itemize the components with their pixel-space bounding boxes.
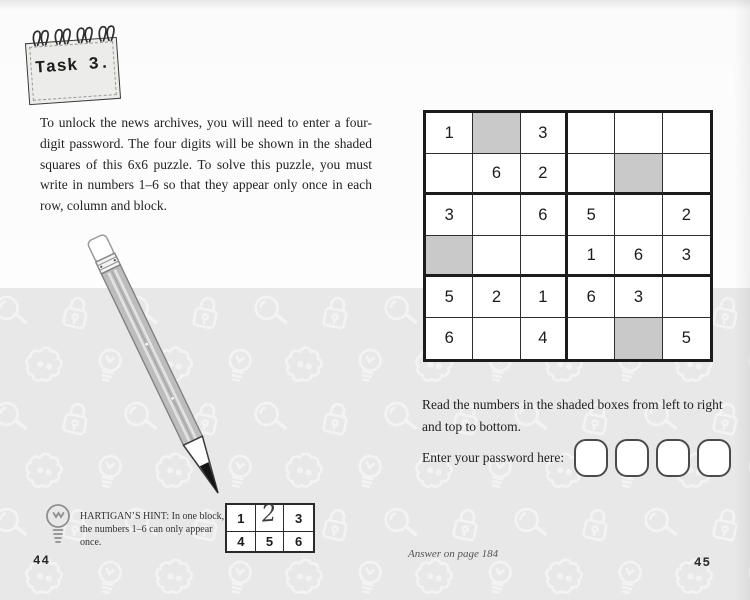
puzzle-cell[interactable] bbox=[615, 113, 662, 154]
puzzle-cell[interactable] bbox=[473, 318, 520, 359]
puzzle-cell[interactable] bbox=[473, 195, 520, 236]
puzzle-cell: 2 bbox=[473, 277, 520, 318]
magnifier-icon bbox=[118, 396, 164, 447]
password-boxes bbox=[574, 439, 731, 477]
padlock-icon bbox=[53, 396, 99, 447]
lightbulb-icon bbox=[346, 555, 392, 600]
lightbulb-icon bbox=[346, 449, 392, 500]
lightbulb-icon bbox=[86, 555, 132, 600]
password-box[interactable] bbox=[615, 439, 649, 477]
puzzle-cell: 2 bbox=[521, 154, 568, 195]
hint-text: HARTIGAN’S HINT: In one block, the numbers 1–6 can only appear once. bbox=[80, 511, 225, 549]
splat-icon bbox=[21, 343, 67, 394]
intro-paragraph: To unlock the news archives, you will need to enter a four-digit password. The four digits will be shown in the shaded squares of this 6x6 puzzle. To solve this puzzle, you must write in numbers 1–6 so that they appear only once in each row, column and block. bbox=[40, 115, 372, 214]
padlock-icon bbox=[443, 502, 489, 553]
puzzle-cell: 1 bbox=[521, 277, 568, 318]
puzzle-cell[interactable] bbox=[568, 154, 615, 195]
magnifier-icon bbox=[378, 502, 424, 553]
magnifier-icon bbox=[378, 396, 424, 447]
lightbulb-icon bbox=[736, 449, 750, 500]
puzzle-cell-shaded[interactable] bbox=[473, 113, 520, 154]
puzzle-cell[interactable] bbox=[426, 154, 473, 195]
puzzle-cell-shaded[interactable] bbox=[426, 236, 473, 277]
padlock-icon bbox=[313, 396, 359, 447]
puzzle-cell: 3 bbox=[663, 236, 710, 277]
hint-grid bbox=[225, 500, 315, 553]
puzzle-cell: 4 bbox=[521, 318, 568, 359]
padlock-icon bbox=[313, 502, 359, 553]
puzzle-cell[interactable] bbox=[521, 236, 568, 277]
lightbulb-icon bbox=[86, 449, 132, 500]
puzzle-cell: 5 bbox=[568, 195, 615, 236]
splat-icon bbox=[281, 343, 327, 394]
answer-note: Answer on page 184 bbox=[408, 548, 499, 560]
puzzle-cell: 5 bbox=[426, 277, 473, 318]
puzzle-cell-shaded[interactable] bbox=[615, 318, 662, 359]
page-number-left: 44 bbox=[33, 554, 51, 568]
lightbulb-icon bbox=[606, 555, 652, 600]
puzzle-cell[interactable] bbox=[473, 236, 520, 277]
password-box[interactable] bbox=[697, 439, 731, 477]
enter-password-label: Enter your password here: bbox=[422, 450, 565, 465]
handwritten-digit: 2 bbox=[260, 500, 278, 528]
puzzle-cell: 6 bbox=[426, 318, 473, 359]
puzzle-cell: 6 bbox=[521, 195, 568, 236]
puzzle-cell: 6 bbox=[473, 154, 520, 195]
puzzle-grid bbox=[423, 110, 713, 362]
lightbulb-icon bbox=[216, 555, 262, 600]
padlock-icon bbox=[183, 396, 229, 447]
hint-cell: 4 bbox=[227, 532, 256, 551]
puzzle-cell[interactable] bbox=[663, 277, 710, 318]
splat-icon bbox=[21, 449, 67, 500]
puzzle-cell: 1 bbox=[426, 113, 473, 154]
hint-cell: 6 bbox=[284, 532, 313, 551]
lightbulb-icon bbox=[736, 555, 750, 600]
puzzle-cell[interactable] bbox=[615, 195, 662, 236]
splat-icon bbox=[151, 343, 197, 394]
puzzle-cell: 5 bbox=[663, 318, 710, 359]
splat-icon bbox=[411, 555, 457, 600]
magnifier-icon bbox=[0, 502, 34, 553]
splat-icon bbox=[151, 449, 197, 500]
padlock-icon bbox=[313, 290, 359, 341]
task-note bbox=[25, 37, 121, 105]
puzzle-cell: 3 bbox=[426, 195, 473, 236]
splat-icon bbox=[151, 555, 197, 600]
magnifier-icon bbox=[0, 290, 34, 341]
puzzle-cell[interactable] bbox=[568, 113, 615, 154]
padlock-icon bbox=[53, 290, 99, 341]
hint-cell bbox=[256, 500, 285, 532]
puzzle-cell[interactable] bbox=[568, 318, 615, 359]
magnifier-icon bbox=[248, 290, 294, 341]
padlock-icon bbox=[573, 502, 619, 553]
puzzle-cell-shaded[interactable] bbox=[615, 154, 662, 195]
puzzle-cell: 6 bbox=[568, 277, 615, 318]
task-label: Task 3. bbox=[34, 54, 111, 79]
puzzle-cell: 1 bbox=[568, 236, 615, 277]
hint-lightbulb-icon bbox=[43, 502, 73, 548]
splat-icon bbox=[281, 449, 327, 500]
padlock-icon bbox=[703, 502, 749, 553]
hint-cell: 5 bbox=[256, 532, 285, 551]
puzzle-cell[interactable] bbox=[663, 154, 710, 195]
splat-icon bbox=[541, 555, 587, 600]
magnifier-icon bbox=[248, 396, 294, 447]
page-number-right: 45 bbox=[694, 556, 712, 570]
puzzle-cell: 2 bbox=[663, 195, 710, 236]
lightbulb-icon bbox=[216, 449, 262, 500]
magnifier-icon bbox=[378, 290, 424, 341]
splat-icon bbox=[281, 555, 327, 600]
lightbulb-icon bbox=[346, 343, 392, 394]
password-box[interactable] bbox=[574, 439, 608, 477]
read-instruction: Read the numbers in the shaded boxes from left to right and top to bottom. bbox=[422, 397, 723, 434]
padlock-icon bbox=[183, 290, 229, 341]
lightbulb-icon bbox=[86, 343, 132, 394]
magnifier-icon bbox=[118, 290, 164, 341]
puzzle-cell: 6 bbox=[615, 236, 662, 277]
hint-cell: 3 bbox=[284, 505, 313, 532]
magnifier-icon bbox=[638, 502, 684, 553]
password-box[interactable] bbox=[656, 439, 690, 477]
puzzle-cell[interactable] bbox=[663, 113, 710, 154]
puzzle-cell: 3 bbox=[521, 113, 568, 154]
hint-cell: 1 bbox=[227, 505, 256, 532]
password-row bbox=[422, 436, 731, 480]
magnifier-icon bbox=[508, 502, 554, 553]
lightbulb-icon bbox=[216, 343, 262, 394]
lightbulb-icon bbox=[736, 343, 750, 394]
puzzle-cell: 3 bbox=[615, 277, 662, 318]
lightbulb-icon bbox=[476, 555, 522, 600]
magnifier-icon bbox=[0, 396, 34, 447]
